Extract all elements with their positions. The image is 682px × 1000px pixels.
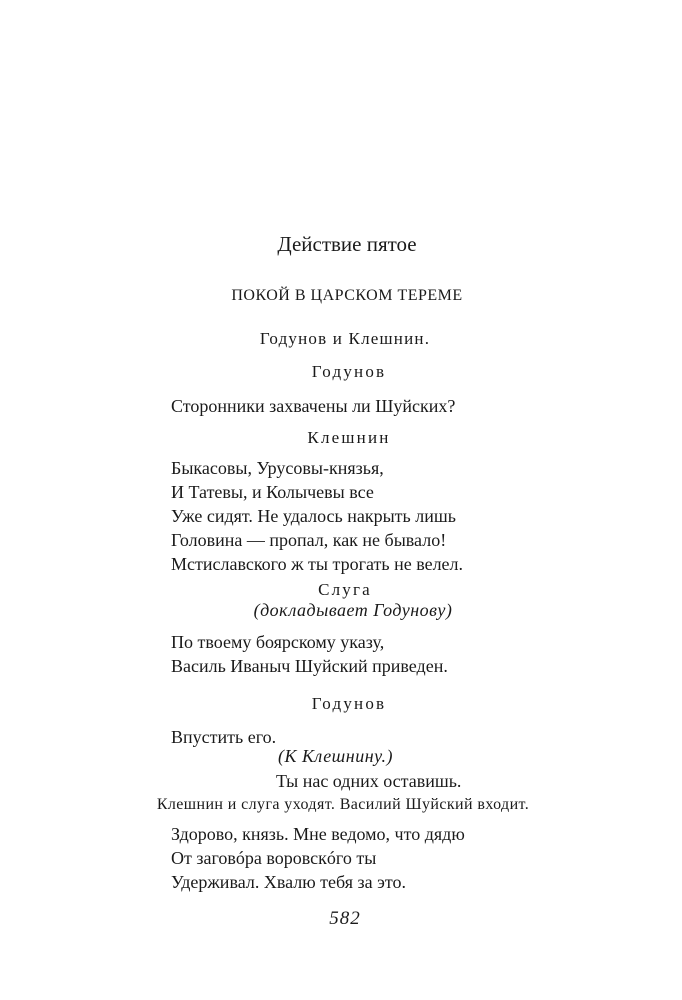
verse-line: От заговóра воровскóго ты bbox=[171, 848, 377, 868]
speaker-kleshnin: Клешнин bbox=[307, 428, 391, 447]
verse-line: Василь Иваныч Шуйский приведен. bbox=[171, 656, 448, 676]
speaker-godunov-1: Годунов bbox=[311, 362, 387, 381]
stage-direction-sluga: (докладывает Годунову) bbox=[253, 600, 453, 620]
verse-line-vpustit: Впустить его. bbox=[171, 727, 277, 747]
verse-line: Удерживал. Хвалю тебя за это. bbox=[171, 872, 406, 892]
verse-block-5 bbox=[171, 822, 465, 894]
verse-line-ostavish: Ты нас одних оставишь. bbox=[276, 771, 462, 791]
speaker-sluga: Слуга bbox=[318, 580, 372, 599]
verse-line: Здорово, князь. Мне ведомо, что дядю bbox=[171, 824, 465, 844]
verse-line: Сторонники захвачены ли Шуйских? bbox=[171, 396, 456, 416]
verse-block-2 bbox=[171, 456, 463, 576]
stage-direction-exit: Клешнин и слуга уходят. Василий Шуйский входит. bbox=[156, 796, 530, 813]
verse-line: Быкасовы, Урусовы-князья, bbox=[171, 458, 384, 478]
verse-line: Мстиславского ж ты трогать не велел. bbox=[171, 554, 464, 574]
scene-title: ПОКОЙ В ЦАРСКОМ ТЕРЕМЕ bbox=[231, 287, 463, 304]
act-title: Действие пятое bbox=[277, 232, 417, 256]
page-number: 582 bbox=[329, 908, 361, 929]
stage-direction-opening: Годунов и Клешнин. bbox=[259, 329, 431, 348]
stage-direction-to-kleshnin: (К Клешнину.) bbox=[278, 746, 393, 766]
verse-line: Уже сидят. Не удалось накрыть лишь bbox=[171, 506, 456, 526]
verse-line: По твоему боярскому указу, bbox=[171, 632, 385, 652]
verse-block-3 bbox=[171, 630, 448, 678]
verse-block-1 bbox=[171, 395, 455, 417]
speaker-godunov-2: Годунов bbox=[311, 694, 387, 713]
verse-line: Головина — пропал, как не бывало! bbox=[171, 530, 447, 550]
verse-line: И Татевы, и Колычевы все bbox=[171, 482, 374, 502]
